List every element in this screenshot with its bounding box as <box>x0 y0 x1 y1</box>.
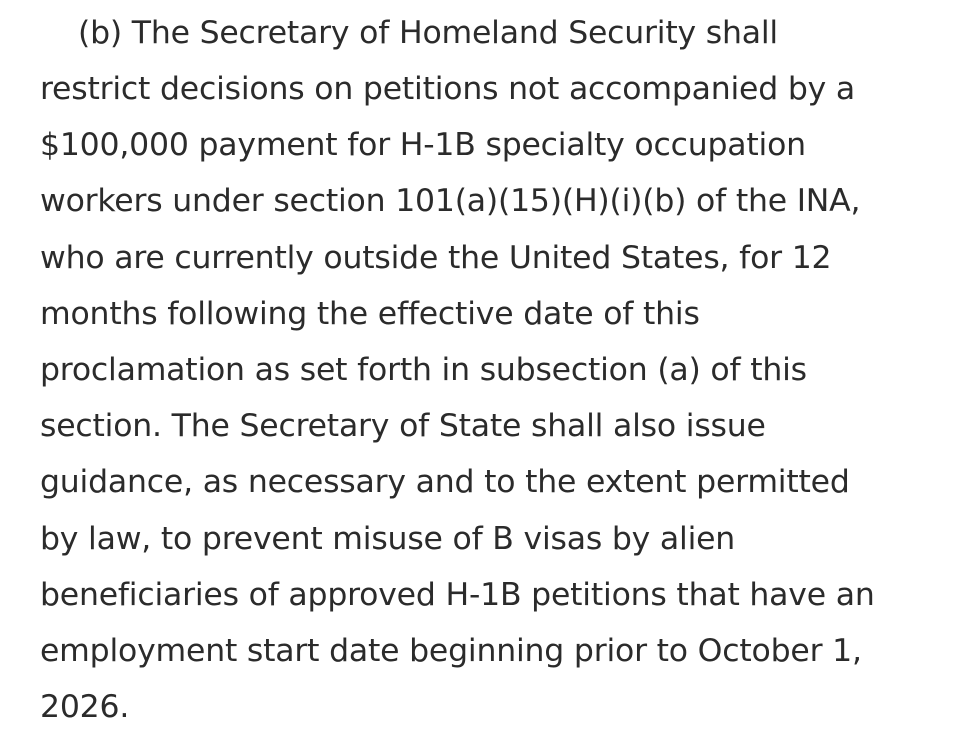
paragraph-line-9: guidance, as necessary and to the extent permitted <box>40 464 850 500</box>
paragraph-line-13: 2026. <box>40 689 130 725</box>
paragraph-line-10: by law, to prevent misuse of B visas by alien <box>40 521 736 557</box>
paragraph-line-12: employment start date beginning prior to October 1, <box>40 633 862 669</box>
paragraph-line-3: $100,000 payment for H-1B specialty occupation <box>40 127 806 163</box>
paragraph-line-8: section. The Secretary of State shall also issue <box>40 408 766 444</box>
paragraph-line-5: who are currently outside the United States, for 12 <box>40 240 832 276</box>
paragraph-line-4: workers under section 101(a)(15)(H)(i)(b) of the INA, <box>40 183 861 219</box>
paragraph-line-7: proclamation as set forth in subsection (a) of this <box>40 352 807 388</box>
paragraph-line-2: restrict decisions on petitions not accompanied by a <box>40 71 855 107</box>
paragraph-line-1: (b) The Secretary of Homeland Security shall <box>78 15 778 51</box>
paragraph-line-6: months following the effective date of this <box>40 296 700 332</box>
paragraph-line-11: beneficiaries of approved H-1B petitions that have an <box>40 577 875 613</box>
